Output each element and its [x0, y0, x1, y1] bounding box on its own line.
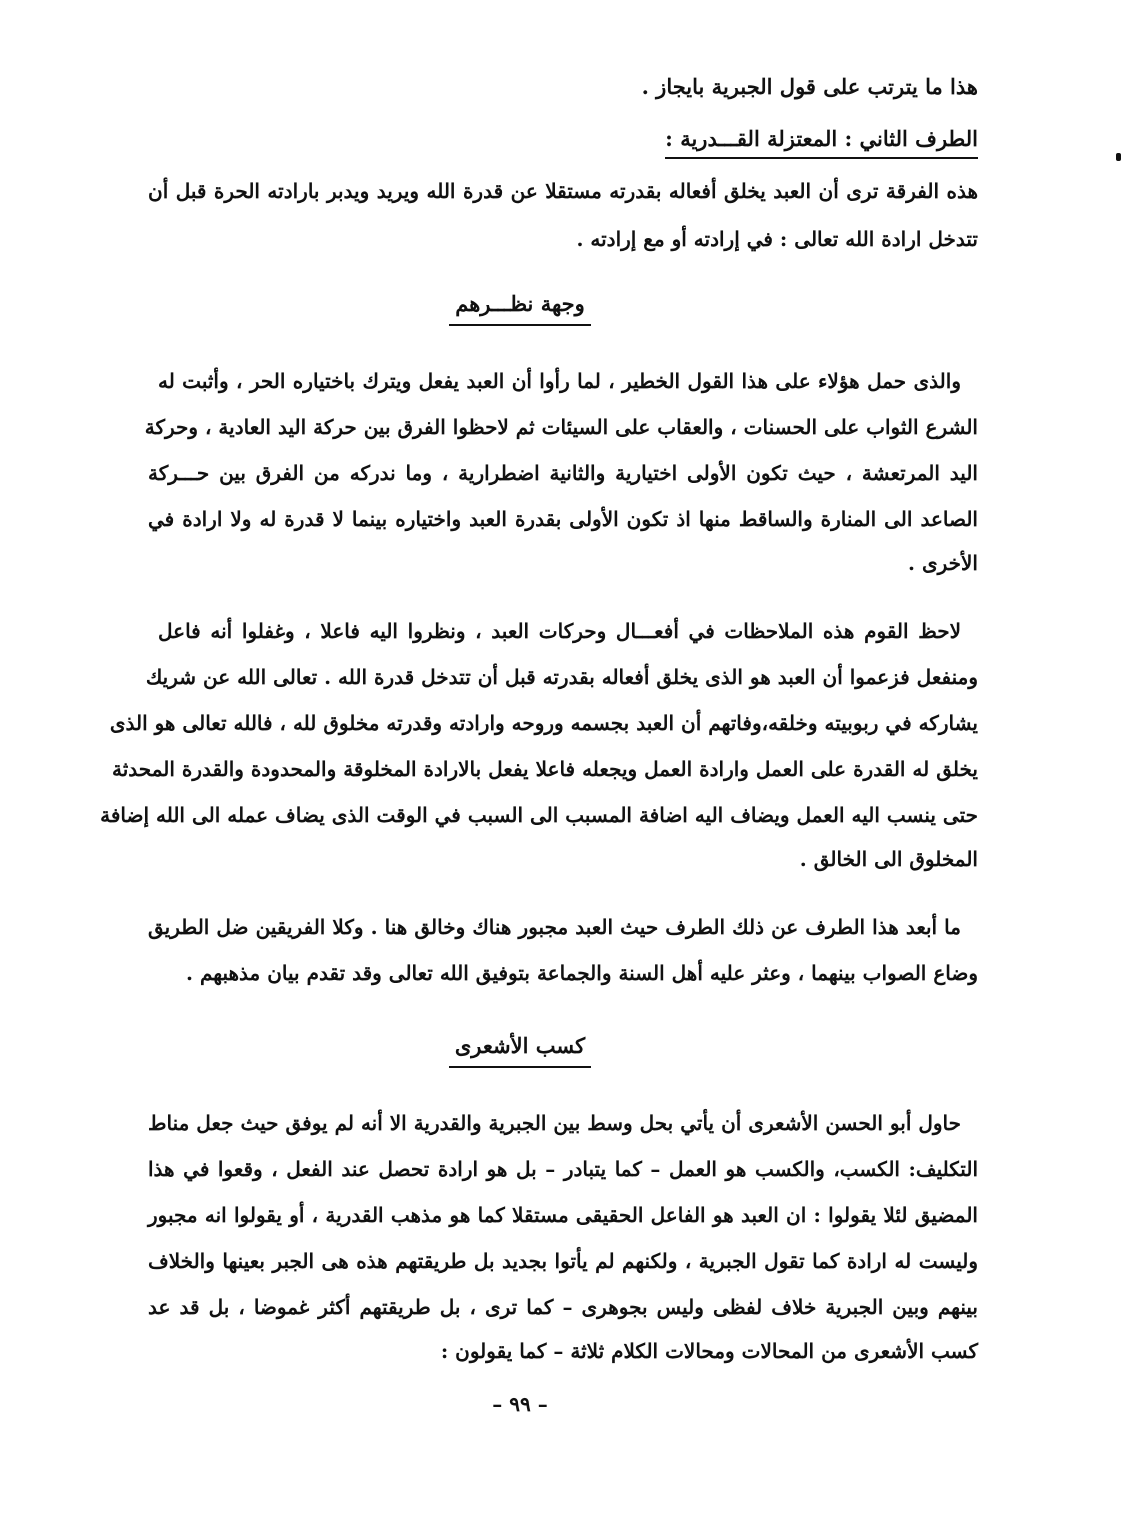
heading-their-view-text: وجهة نظـــرهم — [449, 288, 591, 326]
para3-line-5: حتى ينسب اليه العمل ويضاف اليه اضافة المسبب الى السبب في الوقت الذى يضاف عمله الى الله إضافة — [100, 803, 978, 827]
intro-line: هذا ما يترتب على قول الجبرية بايجاز . — [641, 74, 978, 99]
heading-ashari-acquisition-text: كسب الأشعرى — [449, 1030, 591, 1068]
para5-line-5: بينهم وبين الجبرية خلاف لفظى وليس بجوهرى – كما ترى ، بل طريقتهم أكثر غموضا ، بل قد عد — [148, 1295, 978, 1319]
para3-line-4: يخلق له القدرة على العمل وارادة العمل ويجعله فاعلا يفعل بالارادة المخلوقة والمحدودة والقدرة المحدثة — [112, 757, 978, 781]
para5-line-1: حاول أبو الحسن الأشعرى أن يأتي بحل وسط بين الجبرية والقدرية الا أنه لم يوفق حيث جعل مناط — [148, 1111, 961, 1135]
para5-line-2: التكليف: الكسب، والكسب هو العمل – كما يتبادر – بل هو ارادة تحصل عند الفعل ، وقعوا في هذا — [148, 1157, 978, 1181]
para2-line-3: اليد المرتعشة ، حيث تكون الأولى اختيارية والثانية اضطرارية ، وما ندركه من الفرق بين حـــركة — [148, 461, 978, 485]
para3-line-6: المخلوق الى الخالق . — [799, 847, 978, 871]
heading-ashari-acquisition — [0, 1030, 1040, 1068]
para2-line-2: الشرع الثواب على الحسنات ، والعقاب على السيئات ثم لاحظوا الفرق بين حركة اليد العادية ، وحركة — [144, 415, 978, 439]
para5-line-4: وليست له ارادة كما تقول الجبرية ، ولكنهم لم يأتوا بجديد بل طريقتهم هذه هى الجبر بعينها والخلاف — [148, 1249, 978, 1273]
para3-line-2: ومنفعل فزعموا أن العبد هو الذى يخلق أفعاله بقدرته قبل أن تتدخل قدرة الله . تعالى الله عن شريك — [145, 665, 978, 689]
para2-line-5: الأخرى . — [908, 551, 978, 575]
para1-line-1: هذه الفرقة ترى أن العبد يخلق أفعاله بقدرته مستقلا عن قدرة الله ويريد ويدبر بارادته الحرة قبل أن — [148, 179, 978, 203]
para3-line-3: يشاركه في ربوبيته وخلقه،وفاتهم أن العبد بجسمه وروحه وارادته وقدرته مخلوق لله ، فالله تعالى هو الذى — [109, 711, 978, 735]
margin-mark — [1116, 153, 1121, 161]
section-title-text: الطرف الثاني : المعتزلة القـــدرية : — [665, 126, 978, 159]
para4-line-1: ما أبعد هذا الطرف عن ذلك الطرف حيث العبد مجبور هناك وخالق هنا . وكلا الفريقين ضل الطريق — [148, 915, 961, 939]
heading-their-view — [0, 288, 1040, 326]
para2-line-1: والذى حمل هؤلاء على هذا القول الخطير ، لما رأوا أن العبد يفعل ويترك باختياره الحر ، وأثبت له — [158, 369, 961, 393]
para3-line-1: لاحظ القوم هذه الملاحظات في أفعـــال وحركات العبد ، ونظروا اليه فاعلا ، وغفلوا أنه فاعل — [158, 619, 961, 643]
para1-line-2: تتدخل ارادة الله تعالى : في إرادته أو مع إرادته . — [576, 227, 978, 251]
para2-line-4: الصاعد الى المنارة والساقط منها اذ تكون الأولى بقدرة العبد واختياره بينما لا قدرة له ولا ارادة في — [148, 507, 978, 531]
page-number: – ٩٩ – — [492, 1392, 548, 1416]
section-title — [665, 124, 978, 154]
para5-line-3: المضيق لئلا يقولوا : ان العبد هو الفاعل الحقيقى مستقلا كما هو مذهب القدرية ، أو يقولوا انه مجبور — [148, 1203, 978, 1227]
para4-line-2: وضاع الصواب بينهما ، وعثر عليه أهل السنة والجماعة بتوفيق الله تعالى وقد تقدم بيان مذهبهم . — [186, 961, 978, 985]
para5-line-6: كسب الأشعرى من المحالات ومحالات الكلام ثلاثة – كما يقولون : — [440, 1339, 978, 1363]
